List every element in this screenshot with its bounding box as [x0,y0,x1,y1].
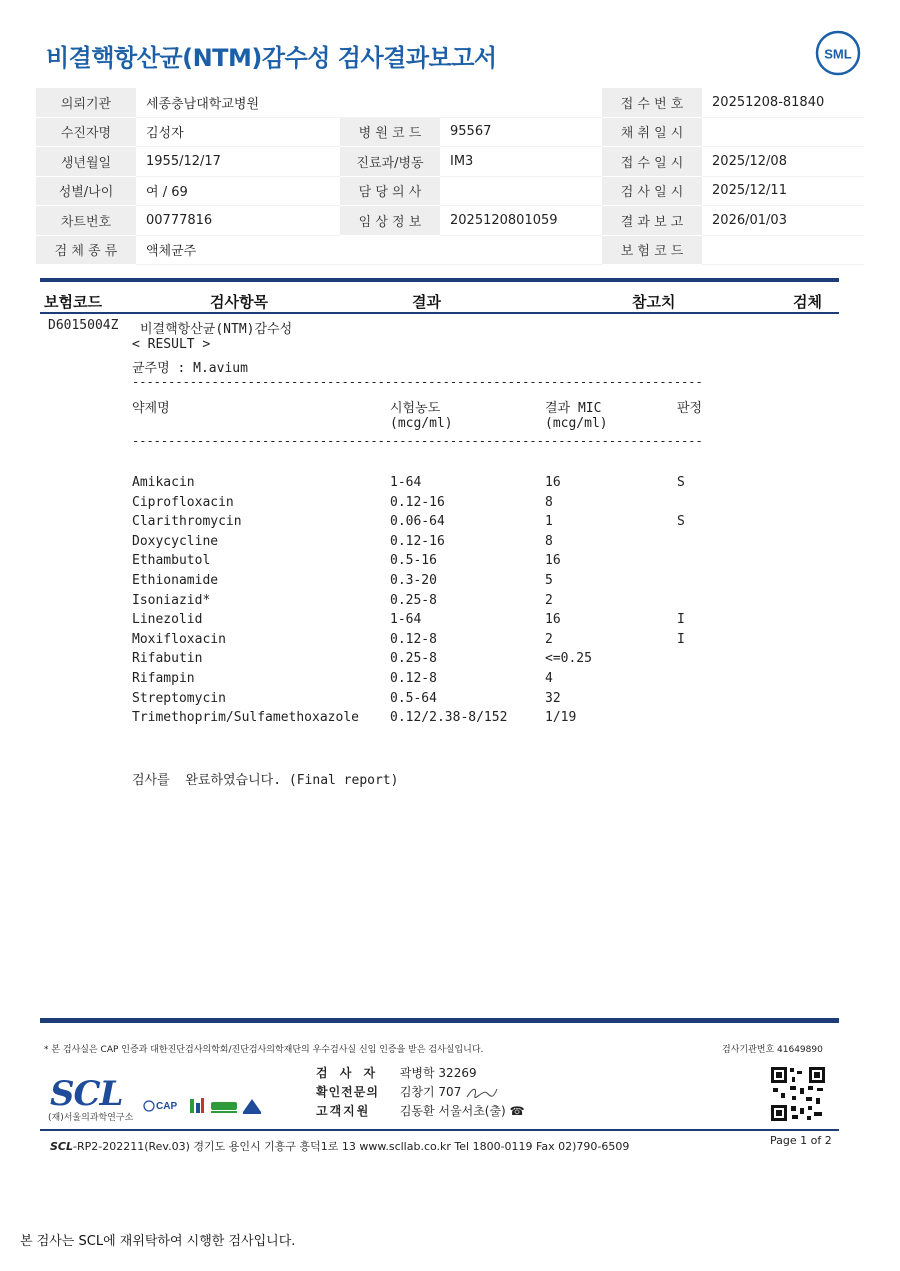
col-mic-label: 결과 MIC [545,401,602,416]
drug-name: Isoniazid* [132,592,211,608]
col-code-header: 보험코드 [44,293,102,311]
staff-label: 확인전문의 [316,1085,379,1099]
drug-conc: 0.25-8 [390,651,437,667]
drug-row [132,573,732,592]
registration-number: 검사기관번호 41649890 [722,1045,823,1055]
cap-cert-text: CAP [156,1101,178,1112]
drug-row [132,495,732,514]
drug-row [132,534,732,553]
info-label: 검 체 종 류 [36,236,136,266]
info-value: 액체균주 [136,236,602,266]
info-label: 의뢰기관 [36,88,136,118]
drug-row [132,710,732,729]
drug-conc: 0.12-8 [390,631,437,647]
drug-conc: 0.12-16 [390,494,445,510]
info-label: 병 원 코 드 [340,118,440,148]
dash-divider: ------------------------------------------------------------------------------- [132,434,703,448]
drug-name: Rifampin [132,671,195,686]
drug-name: Amikacin [132,475,195,490]
drug-conc: 0.5-16 [390,553,437,569]
info-label: 채 취 일 시 [602,118,702,148]
drug-row [132,553,732,572]
drug-row [132,475,732,494]
drug-mic: 4 [545,671,553,686]
drug-row [132,514,732,533]
col-drug-label: 약제명 [132,401,170,416]
info-value: 1955/12/17 [136,147,340,177]
signature-icon [465,1085,499,1101]
drug-conc: 1-64 [390,475,422,490]
drug-mic: 8 [545,494,553,510]
info-label: 성별/나이 [36,177,136,207]
drug-row [132,612,732,631]
final-note: 검사를 완료하였습니다. (Final report) [132,773,399,788]
info-row [36,118,864,148]
col-result-header: 결과 [412,293,441,311]
drug-mic: 16 [545,553,561,569]
cap-cert-icon [142,1096,186,1116]
info-value: 95567 [440,118,602,148]
drug-name: Ciprofloxacin [132,494,234,510]
address-brand: SCL [50,1140,74,1153]
eqa-cert-icon [210,1096,238,1116]
dash-divider: ------------------------------------------------------------------------------- [132,375,703,389]
info-value: 2025120801059 [440,206,602,236]
drug-mic: 16 [545,612,561,628]
drug-row [132,593,732,612]
drug-row [132,651,732,670]
info-row [36,88,864,118]
staff-value: 김동환 서울서초(출) [399,1104,506,1118]
drug-mic: 32 [545,690,561,706]
drug-conc: 0.12/2.38-8/152 [390,710,508,726]
drug-mic: 2 [545,631,553,647]
footer-rule-bottom [40,1129,839,1131]
info-row [36,236,864,266]
staff-row [316,1064,477,1081]
col-interp-label: 판정 [677,401,703,416]
kslm-cert-icon [188,1096,206,1116]
col-test-header: 검사항목 [210,293,268,311]
col-specimen-header: 검체 [793,293,822,311]
sml-logo-icon [815,30,861,76]
drug-conc: 0.12-16 [390,533,445,549]
info-label: 수진자명 [36,118,136,148]
drug-mic: 1 [545,514,553,530]
info-row [36,177,864,207]
drug-conc: 0.3-20 [390,573,437,588]
col-conc-label: 시험농도 [390,401,441,416]
info-value: 2025/12/08 [702,147,864,177]
info-value [440,177,602,207]
drug-conc: 0.25-8 [390,592,437,608]
info-value: 00777816 [136,206,340,236]
info-value: 여 / 69 [136,177,340,207]
drug-interp: I [677,612,685,628]
info-value [702,118,864,148]
info-label: 차트번호 [36,206,136,236]
info-value: IM3 [440,147,602,177]
drug-conc: 1-64 [390,612,422,628]
scl-subtitle: (재)서울의과학연구소 [48,1113,134,1123]
organism-line: 균주명 : M.avium [132,361,248,376]
drug-name: Linezolid [132,612,203,628]
drug-name: Ethambutol [132,553,211,569]
phone-icon: ☎ [509,1104,525,1118]
info-label: 접 수 번 호 [602,88,702,118]
page-number: Page 1 of 2 [770,1134,832,1147]
drug-mic: 8 [545,533,553,549]
drug-interp: S [677,514,685,530]
drug-row [132,671,732,690]
result-tag: < RESULT > [132,337,211,352]
drug-name: Clarithromycin [132,514,242,530]
drug-mic: 2 [545,592,553,608]
info-value: 2026/01/03 [702,206,864,236]
staff-row [316,1083,499,1101]
drug-conc: 0.06-64 [390,514,445,530]
staff-row [316,1102,525,1119]
address-text: -RP2-202211(Rev.03) 경기도 용인시 기흥구 흥덕1로 13 www.scllab.co.kr Tel 1800-0119 Fax 02)790-6509 [73,1140,630,1153]
drug-mic: <=0.25 [545,651,592,667]
sml-logo-text: SML [824,46,852,62]
info-label: 임 상 정 보 [340,206,440,236]
info-label: 보 험 코 드 [602,236,702,266]
report-title: 비결핵항산균(NTM)감수성 검사결과보고서 [46,44,497,72]
staff-value: 김창기 707 [399,1085,462,1099]
drug-name: Moxifloxacin [132,631,226,647]
staff-value: 곽병학 32269 [399,1066,477,1080]
insurance-code: D6015004Z [48,318,119,333]
address-line [50,1138,629,1154]
col-mic-unit: (mcg/ml) [545,416,608,431]
test-name: 비결핵항산균(NTM)감수성 [140,322,293,337]
drug-interp: I [677,631,685,647]
info-label: 진료과/병동 [340,147,440,177]
info-label: 생년월일 [36,147,136,177]
footer-rule [40,1018,839,1023]
drug-mic: 5 [545,573,553,588]
drug-name: Rifabutin [132,651,203,667]
qr-code-icon [770,1066,826,1122]
info-label: 검 사 일 시 [602,177,702,207]
staff-label: 검 사 자 [316,1066,380,1080]
lab-cert-icon [241,1096,263,1116]
drug-name: Doxycycline [132,533,219,549]
drug-interp: S [677,475,685,490]
col-conc-unit: (mcg/ml) [390,416,453,431]
info-row [36,206,864,236]
header-rule-top [40,278,839,282]
drug-conc: 0.5-64 [390,690,437,706]
info-value: 2025/12/11 [702,177,864,207]
info-value: 김성자 [136,118,340,148]
info-label: 결 과 보 고 [602,206,702,236]
drug-row [132,691,732,710]
info-value [702,236,864,266]
info-label: 접 수 일 시 [602,147,702,177]
drug-mic: 1/19 [545,710,577,726]
staff-label: 고객지원 [316,1104,371,1118]
referral-note: 본 검사는 SCL에 재위탁하여 시행한 검사입니다. [20,1234,296,1249]
drug-mic: 16 [545,475,561,490]
drug-name: Ethionamide [132,573,219,588]
info-label: 담 당 의 사 [340,177,440,207]
drug-conc: 0.12-8 [390,671,437,686]
drug-name: Trimethoprim/Sulfamethoxazole [132,710,359,726]
drug-name: Streptomycin [132,690,226,706]
scl-logo: SCL [50,1074,123,1114]
patient-info-table [36,88,864,265]
drug-row [132,632,732,651]
col-reference-header: 참고치 [632,293,676,311]
accreditation-note: * 본 검사실은 CAP 인증과 대한진단검사의학회/진단검사의학재단의 우수검사실 신임 인증을 받은 검사실입니다. [44,1045,484,1055]
info-value: 20251208-81840 [702,88,864,118]
info-value: 세종충남대학교병원 [136,88,602,118]
header-rule-bottom [40,312,839,314]
info-row [36,147,864,177]
